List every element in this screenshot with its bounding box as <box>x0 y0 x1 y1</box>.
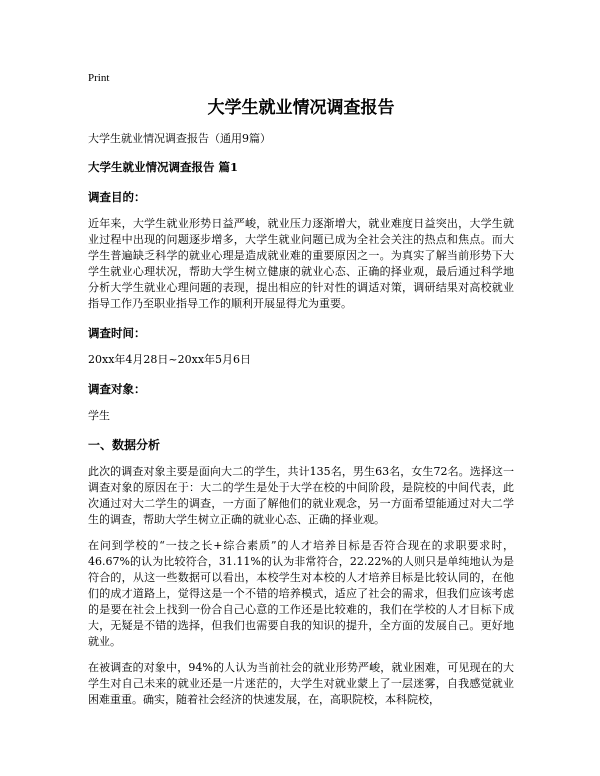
page-title: 大学生就业情况调查报告 <box>207 98 395 118</box>
time-label: 调查时间： <box>88 326 146 340</box>
purpose-paragraph: 近年来，大学生就业形势日益严峻，就业压力逐渐增大，就业难度日益突出，大学生就业过程中出现的问题逐步增多，大学生就业问题已成为全社会关注的热点和焦点。而大学生普遍缺乏科学的就业心理是造成就业难的重要原因之一。为真实了解当前形势下大学生就业心理状况，帮助大学生树立健康的就业心态、正确的择业观，最后通过科学地分析大学生就业心理问题的表现，提出相应的针对性的调适对策，调研结果对高校就业指导工作乃至职业指导工作的顺利开展显得尤为重要。 <box>88 217 514 310</box>
target-label: 调查对象： <box>88 382 146 396</box>
purpose-label: 调查目的： <box>88 190 146 204</box>
section-title: 大学生就业情况调查报告 篇1 <box>88 160 239 174</box>
target-value: 学生 <box>88 409 110 422</box>
document-page <box>88 70 514 708</box>
time-value: 20xx年4月28日~20xx年5月6日 <box>88 353 252 366</box>
analysis-paragraph-2: 在问到学校的“一技之长+综合素质”的人才培养目标是否符合现在的求职要求时，46.67%的认为比较符合，31.11%的认为非常符合，22.22%的人则只是单纯地认为是符合的，从这一些数据可以看出，本校学生对本校的人才培养目标是比较认同的，在他们的成才道路上，觉得这是一个不错的培养模式，适应了社会的需求，但我们应该考虑的是要在社会上找到一份合自己心意的工作还是比较难的，我们在学校的人才目标下成大，无疑是不错的选择，但我们也需要自我的知识的提升，全方面的发展自己。更好地就业。 <box>88 539 514 648</box>
analysis-paragraph-1: 此次的调查对象主要是面向大二的学生，共计135名，男生63名，女生72名。选择这一调查对象的原因在于：大二的学生是处于大学在校的中间阶段，是院校的中间代表，此次通过对大二学生的调查，一方面了解他们的就业观念，另一方面希望能通过对大二学生的调查，帮助大学生树立正确的就业心态、正确的择业观。 <box>88 465 514 526</box>
print-label: Print <box>88 72 110 84</box>
document-subtitle: 大学生就业情况调查报告（通用9篇） <box>88 132 271 145</box>
analysis-paragraph-3: 在被调查的对象中，94%的人认为当前社会的就业形势严峻，就业困难，可见现在的大学生对自己未来的就业还是一片迷茫的，大学生对就业蒙上了一层迷雾，自我感觉就业困难重重。确实，随着社会经济的快速发展，在，高职院校，本科院校， <box>88 661 514 706</box>
analysis-heading: 一、数据分析 <box>88 438 161 452</box>
